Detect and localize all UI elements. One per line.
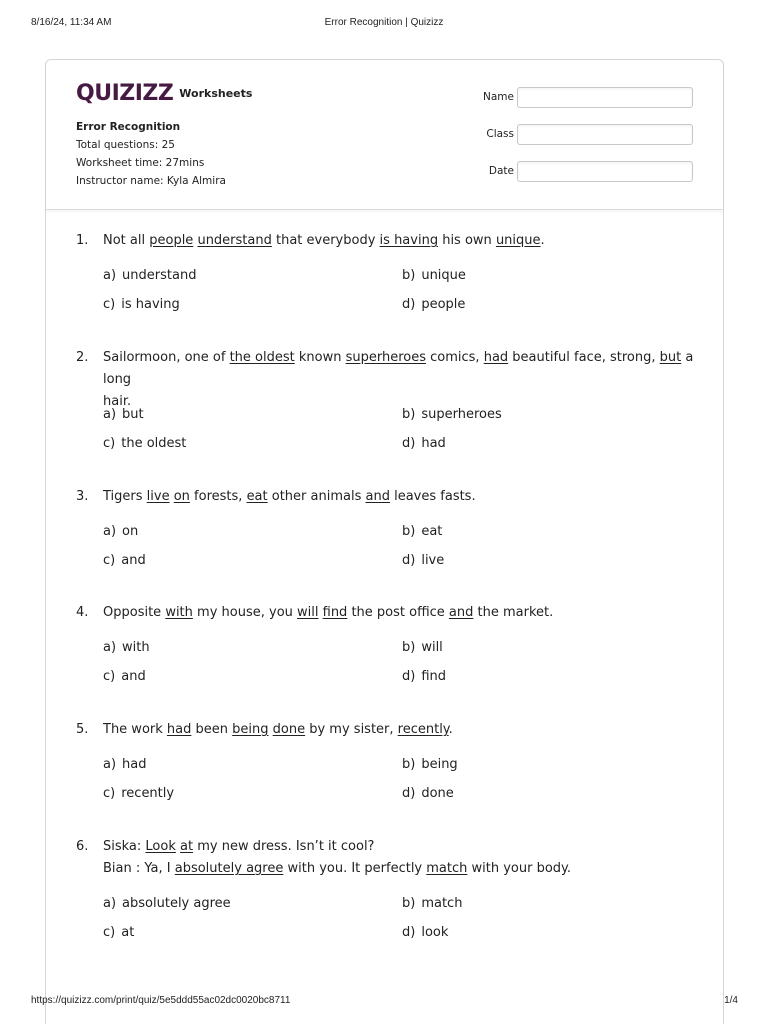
question-text [103,347,701,413]
option-letter: d) [402,436,416,451]
text-segment: . [540,233,545,248]
option-letter: a) [103,640,117,655]
answer-option[interactable] [402,296,465,314]
answer-option[interactable] [402,756,458,774]
option-letter: c) [103,553,116,568]
option-text: superheroes [421,407,502,422]
underlined-segment: at [180,839,194,854]
name-label: Name [483,91,514,103]
underlined-segment: had [166,722,192,737]
option-letter: b) [402,268,416,283]
date-field-row [486,161,696,183]
option-letter: a) [103,757,117,772]
answer-option[interactable] [402,639,443,657]
worksheet-title: Error Recognition [76,121,181,133]
page-number: 1/4 [724,995,738,1006]
option-letter: a) [103,268,117,283]
option-letter: d) [402,297,416,312]
option-text: done [421,786,454,801]
option-text: look [421,925,449,940]
answer-option[interactable] [103,785,174,803]
text-segment: Bian : Ya, I [103,861,175,876]
underlined-segment: had [483,350,509,365]
option-text: find [421,669,447,684]
class-field[interactable] [517,124,693,145]
instructor-name: Instructor name: Kyla Almira [76,175,226,187]
underlined-segment: will [297,605,319,620]
option-letter: c) [103,436,116,451]
text-segment: that everybody [271,233,380,248]
print-footer [0,995,768,1009]
answer-option[interactable] [402,895,462,913]
option-letter: b) [402,640,416,655]
option-text: unique [421,268,466,283]
question-line [103,347,701,391]
underlined-segment: the oldest [229,350,295,365]
print-date: 8/16/24, 11:34 AM [31,17,112,28]
option-text: the oldest [121,436,187,451]
question-6 [46,836,723,946]
answer-option[interactable] [103,668,146,686]
option-text: recently [121,786,175,801]
question-text [103,719,701,741]
option-text: had [122,757,147,772]
name-field-row [483,87,696,109]
date-label: Date [488,165,514,177]
logo-subtitle: Worksheets [179,86,253,100]
worksheet-card [45,59,724,1024]
underlined-segment: with [165,605,193,620]
underlined-segment: but [659,350,682,365]
option-text: people [421,297,466,312]
underlined-segment: and [448,605,474,620]
option-text: is having [121,297,180,312]
underlined-segment: understand [197,233,272,248]
text-segment: hair. [103,394,132,409]
option-letter: a) [103,524,117,539]
option-letter: b) [402,407,416,422]
underlined-segment: recently [397,722,449,737]
answer-option[interactable] [103,552,146,570]
option-letter: c) [103,297,116,312]
answer-option[interactable] [103,296,180,314]
question-number: 6. [76,839,89,854]
option-text: eat [421,524,443,539]
question-number: 1. [76,233,89,248]
question-text [103,486,701,508]
question-line [103,486,701,508]
answer-option[interactable] [402,435,446,453]
underlined-segment: find [322,605,348,620]
answer-option[interactable] [103,924,134,942]
print-header [0,17,768,31]
quizizz-logo [76,80,252,106]
text-segment: leaves fasts. [389,489,476,504]
answer-option[interactable] [103,267,196,285]
option-letter: a) [103,896,117,911]
text-segment: beautiful face, strong, [508,350,660,365]
option-letter: b) [402,896,416,911]
text-segment: known [294,350,346,365]
question-3 [46,486,723,596]
answer-option[interactable] [103,639,150,657]
class-label: Class [486,128,514,140]
answer-option[interactable] [402,406,502,424]
option-text: but [122,407,144,422]
question-line [103,858,701,880]
option-letter: a) [103,407,117,422]
underlined-segment: people [149,233,194,248]
option-letter: b) [402,524,416,539]
text-segment: with you. It perfectly [283,861,427,876]
text-segment: his own [438,233,496,248]
text-segment: Not all [103,233,150,248]
underlined-segment: eat [246,489,268,504]
option-letter: d) [402,786,416,801]
text-segment: forests, [189,489,247,504]
underlined-segment: Look [145,839,176,854]
option-letter: c) [103,786,116,801]
underlined-segment: is having [379,233,439,248]
question-line [103,230,701,252]
question-text [103,602,701,624]
option-letter: d) [402,925,416,940]
answer-option[interactable] [402,267,466,285]
text-segment: . [448,722,453,737]
question-1 [46,230,723,340]
text-segment: Opposite [103,605,166,620]
option-text: will [421,640,443,655]
option-letter: d) [402,669,416,684]
question-text [103,836,701,880]
underlined-segment: live [146,489,170,504]
option-text: live [421,553,445,568]
date-field[interactable] [517,161,693,182]
question-5 [46,719,723,829]
text-segment: a long [103,350,694,387]
underlined-segment: done [272,722,306,737]
answer-option[interactable] [402,668,446,686]
text-segment: Tigers [103,489,147,504]
text-segment: Siska: [103,839,146,854]
text-segment: The work [103,722,167,737]
class-field-row [486,124,696,146]
option-text: understand [122,268,197,283]
logo-wordmark: QUIZIZZ [76,80,174,106]
option-text: on [122,524,139,539]
worksheet-header [46,60,723,210]
text-segment: my house, you [192,605,298,620]
question-text [103,230,701,252]
question-4 [46,602,723,712]
question-2 [46,347,723,457]
answer-option[interactable] [103,895,231,913]
worksheet-meta [76,118,226,190]
text-segment: by my sister, [305,722,398,737]
option-letter: c) [103,925,116,940]
option-letter: c) [103,669,116,684]
option-text: at [121,925,135,940]
text-segment: comics, [426,350,484,365]
underlined-segment: and [365,489,390,504]
answer-option[interactable] [402,785,454,803]
answer-option[interactable] [103,435,186,453]
answer-option[interactable] [103,756,147,774]
option-text: match [421,896,463,911]
text-segment: with your body. [467,861,572,876]
text-segment: the post office [347,605,449,620]
answer-option[interactable] [402,523,442,541]
option-letter: b) [402,757,416,772]
underlined-segment: on [173,489,190,504]
name-field[interactable] [517,87,693,108]
print-url: https://quizizz.com/print/quiz/5e5ddd55ac02dc0020bc8711 [31,995,291,1006]
question-line [103,719,701,741]
option-letter: d) [402,553,416,568]
answer-option[interactable] [103,523,138,541]
question-line [103,836,701,858]
print-page-title: Error Recognition | Quizizz [324,17,444,28]
worksheet-time: Worksheet time: 27mins [76,157,205,169]
option-text: with [122,640,150,655]
text-segment: my new dress. Isn’t it cool? [193,839,375,854]
text-segment: the market. [473,605,554,620]
underlined-segment: unique [495,233,541,248]
underlined-segment: being [232,722,269,737]
option-text: and [121,553,146,568]
question-number: 4. [76,605,89,620]
option-text: being [421,757,458,772]
text-segment: other animals [267,489,366,504]
underlined-segment: superheroes [345,350,426,365]
answer-option[interactable] [103,406,144,424]
text-segment: Sailormoon, one of [103,350,230,365]
question-line [103,602,701,624]
question-number: 3. [76,489,89,504]
option-text: absolutely agree [122,896,231,911]
total-questions: Total questions: 25 [76,139,175,151]
text-segment: been [191,722,233,737]
question-number: 5. [76,722,89,737]
option-text: had [421,436,446,451]
answer-option[interactable] [402,552,444,570]
underlined-segment: absolutely agree [174,861,284,876]
option-text: and [121,669,146,684]
question-number: 2. [76,350,89,365]
answer-option[interactable] [402,924,448,942]
underlined-segment: match [426,861,468,876]
